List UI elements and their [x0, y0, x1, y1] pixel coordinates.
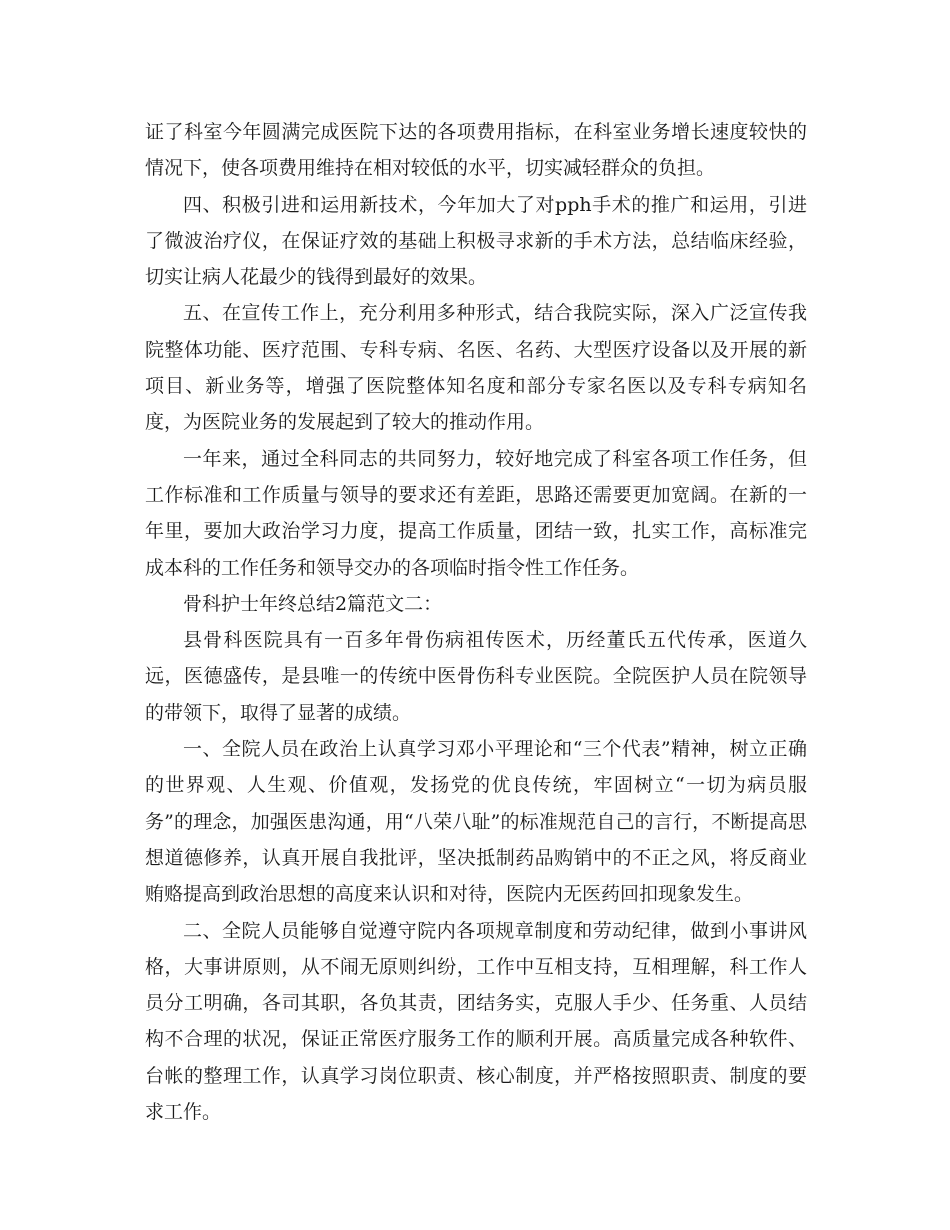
- paragraph-year-summary: 一年来，通过全科同志的共同努力，较好地完成了科室各项工作任务，但工作标准和工作质量与领导的要求还有差距，思路还需要更加宽阔。在新的一年里，要加大政治学习力度，提高工作质量，团结一致，扎实工作，高标准完成本科的工作任务和领导交办的各项临时指令性工作任务。: [145, 447, 807, 579]
- paragraph-hospital-intro: 县骨科医院具有一百多年骨伤病祖传医术，历经董氏五代传承，医道久远，医德盛传，是县唯一的传统中医骨伤科专业医院。全院医护人员在院领导的带领下，取得了显著的成绩。: [145, 629, 807, 724]
- section-heading-sample-two: 骨科护士年终总结2篇范文二：: [183, 592, 443, 615]
- paragraph-political-study: 一、全院人员在政治上认真学习邓小平理论和“三个代表”精神，树立正确的世界观、人生观、价值观，发扬党的优良传统，牢固树立“一切为病员服务”的理念，加强医患沟通，用“八荣八耻”的标准规范自己的言行，不断提高思想道德修养，认真开展自我批评，坚决抵制药品购销中的不正之风，将反商业贿赂提高到政治思想的高度来认识和对待，医院内无医药回扣现象发生。: [145, 738, 807, 906]
- document-body: [145, 114, 807, 1130]
- paragraph-new-technology: 四、积极引进和运用新技术，今年加大了对pph手术的推广和运用，引进了微波治疗仪，在保证疗效的基础上积极寻求新的手术方法，总结临床经验，切实让病人花最少的钱得到最好的效果。: [145, 193, 807, 289]
- paragraph-continuation: 证了科室今年圆满完成医院下达的各项费用指标，在科室业务增长速度较快的情况下，使各项费用维持在相对较低的水平，切实减轻群众的负担。: [145, 121, 807, 180]
- paragraph-publicity: 五、在宣传工作上，充分利用多种形式，结合我院实际，深入广泛宣传我院整体功能、医疗范围、专科专病、名医、名药、大型医疗设备以及开展的新项目、新业务等，增强了医院整体知名度和部分专家名医以及专科专病知名度，为医院业务的发展起到了较大的推动作用。: [145, 302, 807, 434]
- paragraph-discipline: 二、全院人员能够自觉遵守院内各项规章制度和劳动纪律，做到小事讲风格，大事讲原则，从不闹无原则纠纷，工作中互相支持，互相理解，科工作人员分工明确，各司其职，各负其责，团结务实，克服人手少、任务重、人员结构不合理的状况，保证正常医疗服务工作的顺利开展。高质量完成各种软件、台帐的整理工作，认真学习岗位职责、核心制度，并严格按照职责、制度的要求工作。: [145, 919, 807, 1124]
